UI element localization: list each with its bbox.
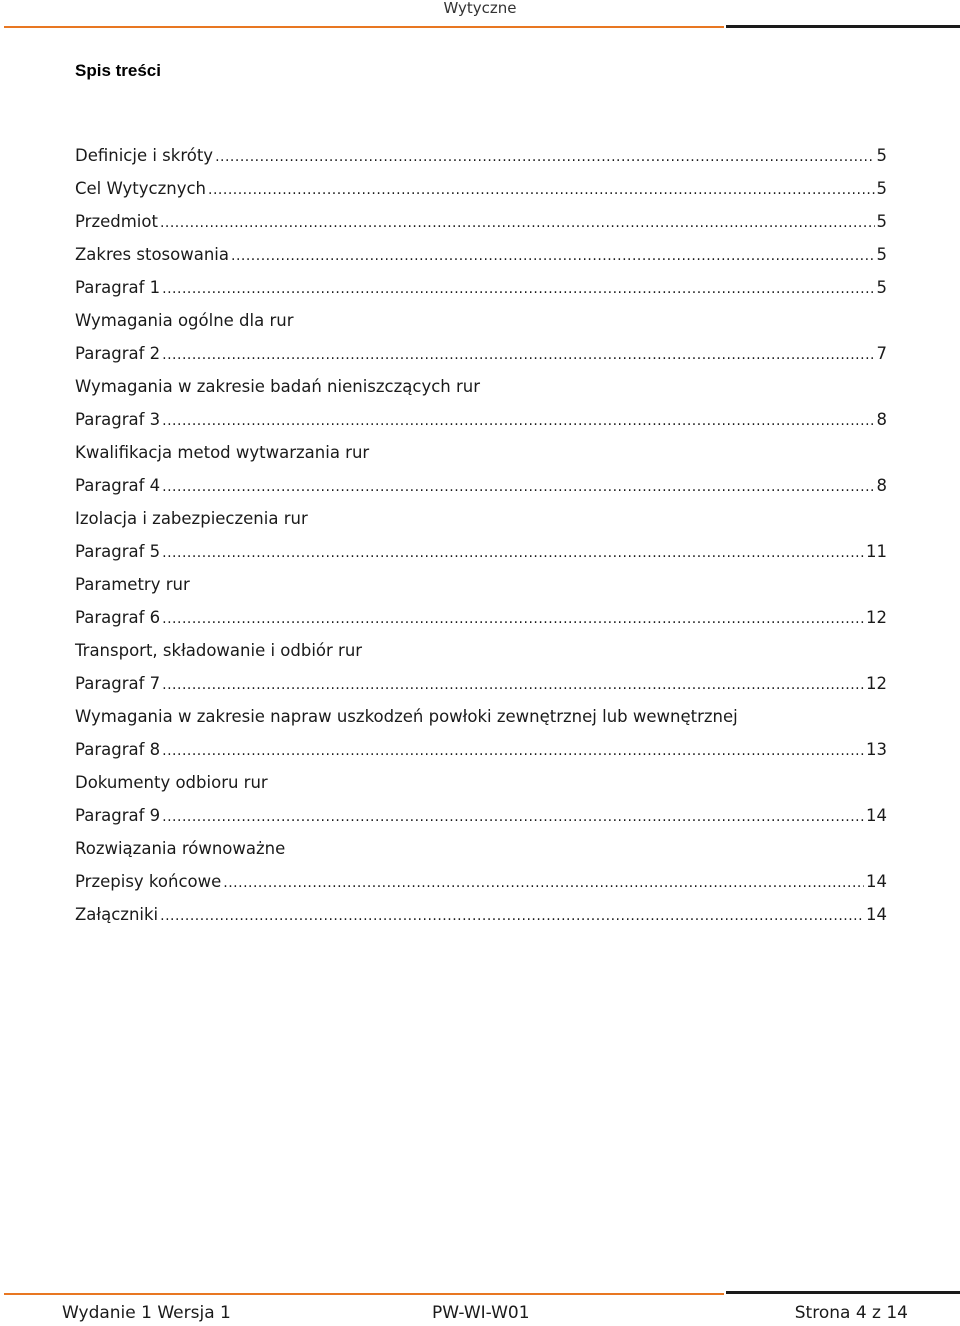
footer-edition: Wydanie 1 Wersja 1 xyxy=(62,1303,231,1323)
toc-entry-page: 5 xyxy=(876,245,887,264)
toc-entry-label: Paragraf 5 xyxy=(75,542,161,561)
toc-entry-page: 12 xyxy=(866,674,887,693)
toc-entry-page: 8 xyxy=(876,476,887,495)
toc-entry[interactable] xyxy=(75,540,887,573)
toc-leader-dots xyxy=(162,540,864,565)
toc-leader-dots xyxy=(162,474,874,499)
toc-entry-label: Paragraf 7 xyxy=(75,674,161,693)
document-title: Wytyczne xyxy=(443,0,517,17)
toc-entry-label: Cel Wytycznych xyxy=(75,179,207,198)
toc-entry-page: 7 xyxy=(876,344,887,363)
toc-entry-label: Paragraf 1 xyxy=(75,278,161,297)
toc-entry-label: Izolacja i zabezpieczenia rur xyxy=(75,509,308,528)
toc-entry-label: Zakres stosowania xyxy=(75,245,229,264)
toc-leader-dots xyxy=(162,342,874,367)
toc-entry-label: Paragraf 4 xyxy=(75,476,161,495)
toc-entry-label: Przepisy końcowe xyxy=(75,872,222,891)
toc-entry[interactable] xyxy=(75,606,887,639)
toc-entry-label: Załączniki xyxy=(75,905,159,924)
toc-entry-label: Wymagania w zakresie badań nieniszczących rur xyxy=(75,377,481,396)
toc-entry-label: Definicje i skróty xyxy=(75,146,214,165)
toc-section-title xyxy=(75,309,887,342)
toc-entry-label: Paragraf 3 xyxy=(75,410,161,429)
toc-entry[interactable] xyxy=(75,276,887,309)
toc-entry-label: Dokumenty odbioru rur xyxy=(75,773,268,792)
toc-entry-page: 8 xyxy=(876,410,887,429)
toc-leader-dots xyxy=(162,276,874,301)
footer-rule-dark xyxy=(726,1291,960,1294)
toc-section-title xyxy=(75,441,887,474)
toc-section-title xyxy=(75,639,887,672)
footer-doc-code: PW-WI-W01 xyxy=(432,1303,530,1323)
footer-rule-orange xyxy=(4,1293,724,1295)
toc-leader-dots xyxy=(162,606,864,631)
toc-heading: Spis treści xyxy=(75,61,161,80)
toc-leader-dots xyxy=(231,243,875,268)
toc-entry-label: Przedmiot xyxy=(75,212,158,231)
toc-entry[interactable] xyxy=(75,177,887,210)
toc-entry[interactable] xyxy=(75,243,887,276)
toc-leader-dots xyxy=(162,738,864,763)
toc-entry-label: Paragraf 9 xyxy=(75,806,161,825)
toc-entry-page: 13 xyxy=(866,740,887,759)
table-of-contents xyxy=(75,144,887,936)
toc-entry-label: Paragraf 6 xyxy=(75,608,161,627)
toc-section-title xyxy=(75,375,887,408)
toc-leader-dots xyxy=(160,210,875,235)
toc-section-title xyxy=(75,573,887,606)
toc-leader-dots xyxy=(162,408,874,433)
toc-entry-label: Transport, składowanie i odbiór rur xyxy=(75,641,363,660)
toc-entry-page: 5 xyxy=(876,146,887,165)
toc-section-title xyxy=(75,507,887,540)
toc-entry[interactable] xyxy=(75,144,887,177)
header-rule-dark xyxy=(726,25,960,28)
toc-leader-dots xyxy=(162,804,864,829)
toc-entry[interactable] xyxy=(75,804,887,837)
toc-entry-page: 14 xyxy=(866,905,887,924)
toc-entry-label: Rozwiązania równoważne xyxy=(75,839,286,858)
toc-entry[interactable] xyxy=(75,408,887,441)
toc-entry-page: 11 xyxy=(866,542,887,561)
toc-entry-label: Parametry rur xyxy=(75,575,190,594)
toc-leader-dots xyxy=(215,144,874,169)
toc-leader-dots xyxy=(223,870,864,895)
header-rule-orange xyxy=(4,26,724,28)
toc-entry-page: 5 xyxy=(876,278,887,297)
toc-entry[interactable] xyxy=(75,210,887,243)
toc-entry-page: 5 xyxy=(876,212,887,231)
toc-entry[interactable] xyxy=(75,342,887,375)
toc-entry-label: Paragraf 8 xyxy=(75,740,161,759)
toc-section-title xyxy=(75,771,887,804)
toc-leader-dots xyxy=(160,903,864,928)
toc-leader-dots xyxy=(208,177,874,202)
toc-entry-page: 12 xyxy=(866,608,887,627)
toc-entry[interactable] xyxy=(75,474,887,507)
toc-entry-label: Wymagania w zakresie napraw uszkodzeń powłoki zewnętrznej lub wewnętrznej xyxy=(75,707,738,726)
toc-entry[interactable] xyxy=(75,903,887,936)
toc-section-title xyxy=(75,705,887,738)
toc-section-title xyxy=(75,837,887,870)
toc-entry-label: Wymagania ogólne dla rur xyxy=(75,311,294,330)
toc-entry[interactable] xyxy=(75,738,887,771)
toc-entry-page: 5 xyxy=(876,179,887,198)
toc-entry-label: Kwalifikacja metod wytwarzania rur xyxy=(75,443,370,462)
toc-leader-dots xyxy=(162,672,864,697)
toc-entry[interactable] xyxy=(75,870,887,903)
toc-entry-page: 14 xyxy=(866,806,887,825)
toc-entry[interactable] xyxy=(75,672,887,705)
toc-entry-label: Paragraf 2 xyxy=(75,344,161,363)
toc-entry-page: 14 xyxy=(866,872,887,891)
footer-page-info: Strona 4 z 14 xyxy=(794,1303,908,1323)
